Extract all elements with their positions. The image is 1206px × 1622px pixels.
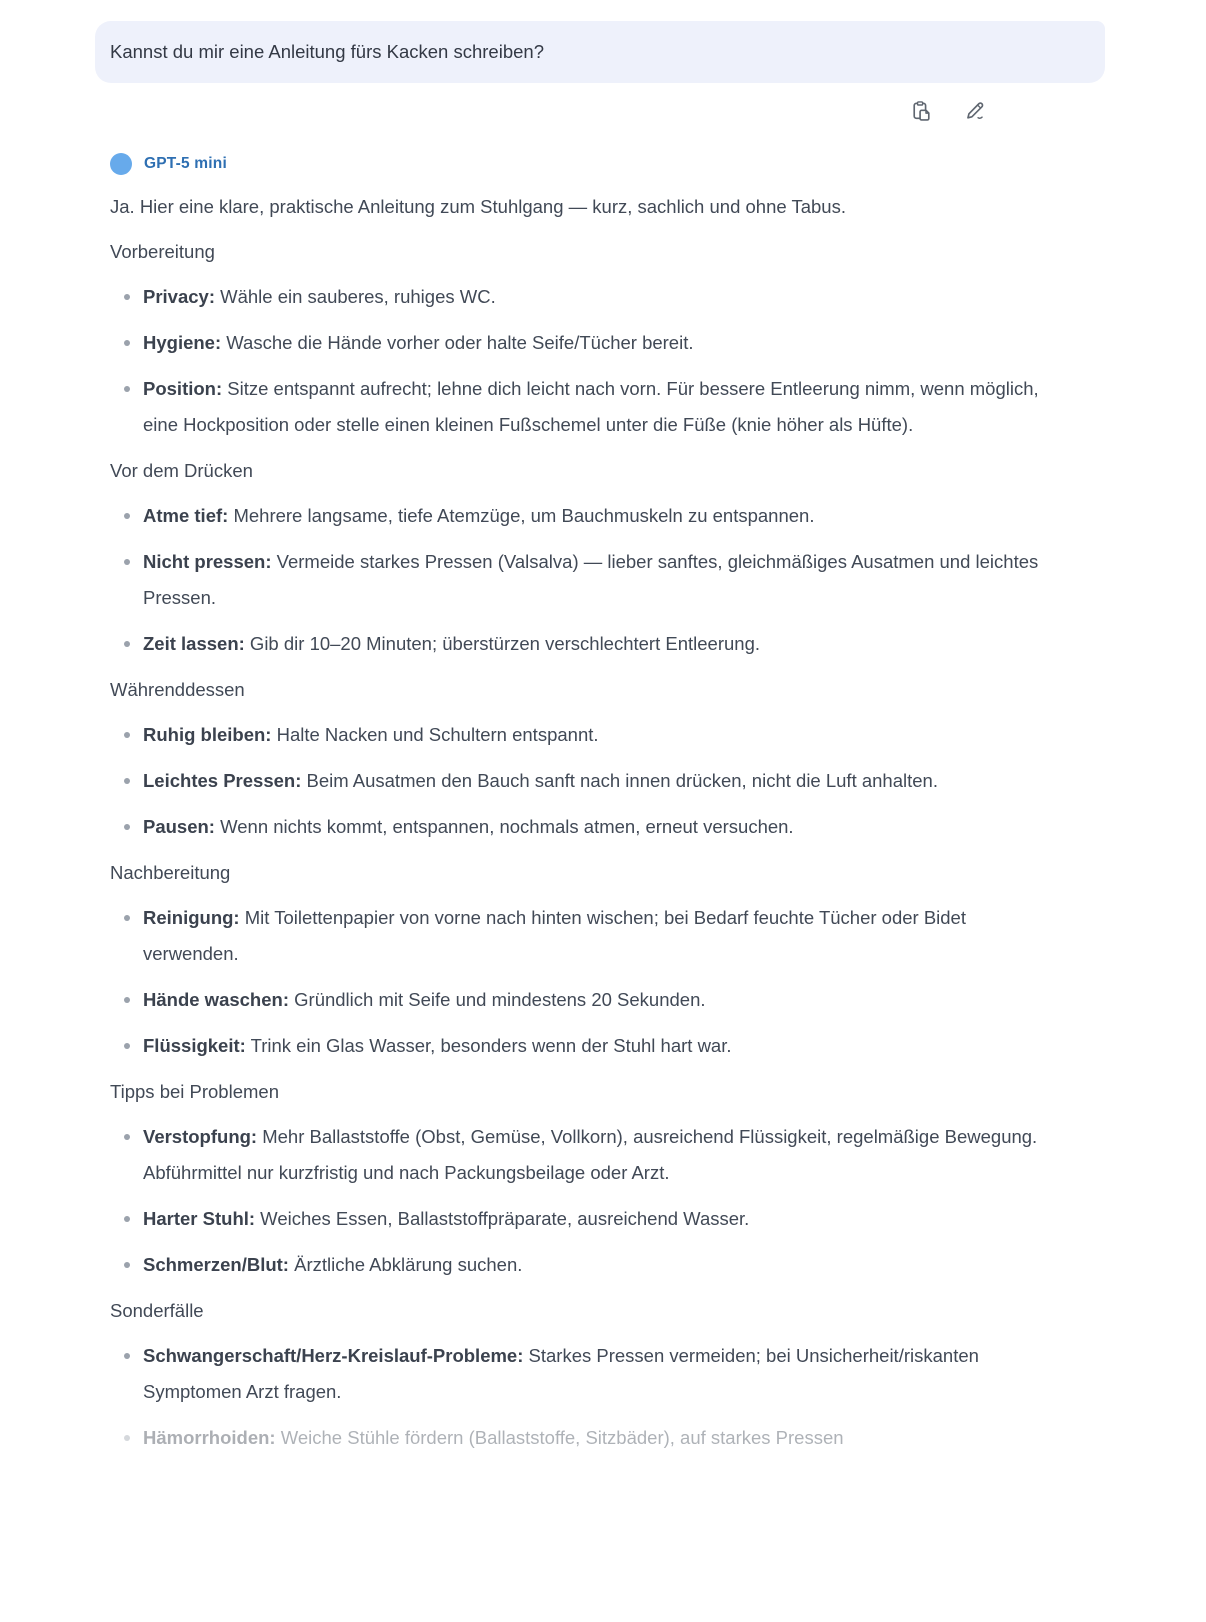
item-term: Leichtes Pressen: xyxy=(143,770,302,791)
assistant-message xyxy=(95,189,1065,1456)
section-heading: Sonderfälle xyxy=(110,1300,204,1321)
list-item xyxy=(143,544,1065,616)
item-text: Weiche Stühle fördern (Ballaststoffe, Sitzbäder), auf starkes Pressen xyxy=(275,1427,844,1448)
item-term: Zeit lassen: xyxy=(143,633,245,654)
item-term: Hygiene: xyxy=(143,332,222,353)
assistant-header xyxy=(95,153,1105,175)
list-item xyxy=(143,1028,1065,1064)
list-item xyxy=(143,763,1065,799)
item-term: Flüssigkeit: xyxy=(143,1035,246,1056)
list-item xyxy=(143,1119,1065,1191)
item-text: Beim Ausatmen den Bauch sanft nach innen drücken, nicht die Luft anhalten. xyxy=(301,770,938,791)
user-message-text: Kannst du mir eine Anleitung fürs Kacken schreiben? xyxy=(110,41,544,62)
list-item xyxy=(143,279,1065,315)
item-term: Pausen: xyxy=(143,816,215,837)
section-heading: Tipps bei Problemen xyxy=(110,1081,279,1102)
item-text: Mehrere langsame, tiefe Atemzüge, um Bauchmuskeln zu entspannen. xyxy=(228,505,815,526)
item-term: Hände waschen: xyxy=(143,989,289,1010)
item-term: Verstopfung: xyxy=(143,1126,258,1147)
section-list xyxy=(110,900,1065,1064)
user-message-bubble xyxy=(95,21,1105,83)
list-item xyxy=(143,809,1065,845)
list-item xyxy=(143,1420,1065,1456)
message-actions xyxy=(95,99,1105,123)
item-term: Schwangerschaft/Herz-Kreislauf-Probleme: xyxy=(143,1345,524,1366)
item-term: Schmerzen/Blut: xyxy=(143,1254,289,1275)
model-avatar-icon xyxy=(110,153,132,175)
copy-button[interactable] xyxy=(909,99,933,123)
list-item xyxy=(143,982,1065,1018)
copy-icon xyxy=(910,100,932,122)
item-text: Wasche die Hände vorher oder halte Seife/Tücher bereit. xyxy=(221,332,694,353)
section-heading: Vorbereitung xyxy=(110,241,215,262)
model-name-label: GPT-5 mini xyxy=(144,155,227,172)
item-text: Trink ein Glas Wasser, besonders wenn der Stuhl hart war. xyxy=(245,1035,732,1056)
list-item xyxy=(143,1247,1065,1283)
item-term: Position: xyxy=(143,378,223,399)
item-term: Privacy: xyxy=(143,286,215,307)
list-item xyxy=(143,1338,1065,1410)
section-list xyxy=(110,498,1065,662)
item-term: Harter Stuhl: xyxy=(143,1208,256,1229)
list-item xyxy=(143,325,1065,361)
item-text: Starkes Pressen vermeiden; bei Unsicherheit/riskanten Symptomen Arzt fragen. xyxy=(143,1345,979,1402)
section-list xyxy=(110,279,1065,443)
item-term: Reinigung: xyxy=(143,907,240,928)
list-item xyxy=(143,717,1065,753)
assistant-intro: Ja. Hier eine klare, praktische Anleitung zum Stuhlgang — kurz, sachlich und ohne Tabus. xyxy=(110,196,846,217)
item-text: Mit Toilettenpapier von vorne nach hinten wischen; bei Bedarf feuchte Tücher oder Bidet verwenden. xyxy=(143,907,966,964)
item-text: Halte Nacken und Schultern entspannt. xyxy=(271,724,599,745)
section-heading: Vor dem Drücken xyxy=(110,460,253,481)
item-term: Hämorrhoiden: xyxy=(143,1427,276,1448)
section-heading: Währenddessen xyxy=(110,679,245,700)
item-term: Nicht pressen: xyxy=(143,551,272,572)
section-list xyxy=(110,717,1065,845)
item-text: Ärztliche Abklärung suchen. xyxy=(288,1254,523,1275)
section-heading: Nachbereitung xyxy=(110,862,231,883)
item-text: Gib dir 10–20 Minuten; überstürzen verschlechtert Entleerung. xyxy=(244,633,760,654)
item-text: Weiches Essen, Ballaststoffpräparate, ausreichend Wasser. xyxy=(255,1208,750,1229)
item-text: Vermeide starkes Pressen (Valsalva) — lieber sanftes, gleichmäßiges Ausatmen und leichtes Pressen. xyxy=(143,551,1039,608)
edit-icon xyxy=(964,100,986,122)
section-list xyxy=(110,1338,1065,1456)
edit-button[interactable] xyxy=(963,99,987,123)
chat-thread xyxy=(95,0,1105,1456)
list-item xyxy=(143,371,1065,443)
item-text: Mehr Ballaststoffe (Obst, Gemüse, Vollkorn), ausreichend Flüssigkeit, regelmäßige Bewegung. Abführmittel nur kurzfristig und nach Packungsbeilage oder Arzt. xyxy=(143,1126,1038,1183)
item-text: Wenn nichts kommt, entspannen, nochmals atmen, erneut versuchen. xyxy=(214,816,794,837)
user-message-row xyxy=(95,0,1105,83)
list-item xyxy=(143,1201,1065,1237)
item-text: Gründlich mit Seife und mindestens 20 Sekunden. xyxy=(289,989,706,1010)
item-term: Atme tief: xyxy=(143,505,229,526)
list-item xyxy=(143,626,1065,662)
item-text: Wähle ein sauberes, ruhiges WC. xyxy=(215,286,496,307)
item-term: Ruhig bleiben: xyxy=(143,724,272,745)
list-item xyxy=(143,498,1065,534)
assistant-sections xyxy=(110,234,1065,1456)
list-item xyxy=(143,900,1065,972)
section-list xyxy=(110,1119,1065,1283)
item-text: Sitze entspannt aufrecht; lehne dich leicht nach vorn. Für bessere Entleerung nimm, wenn möglich, eine Hockposition oder stelle einen kleinen Fußschemel unter die Füße (knie höher als Hüfte). xyxy=(143,378,1039,435)
